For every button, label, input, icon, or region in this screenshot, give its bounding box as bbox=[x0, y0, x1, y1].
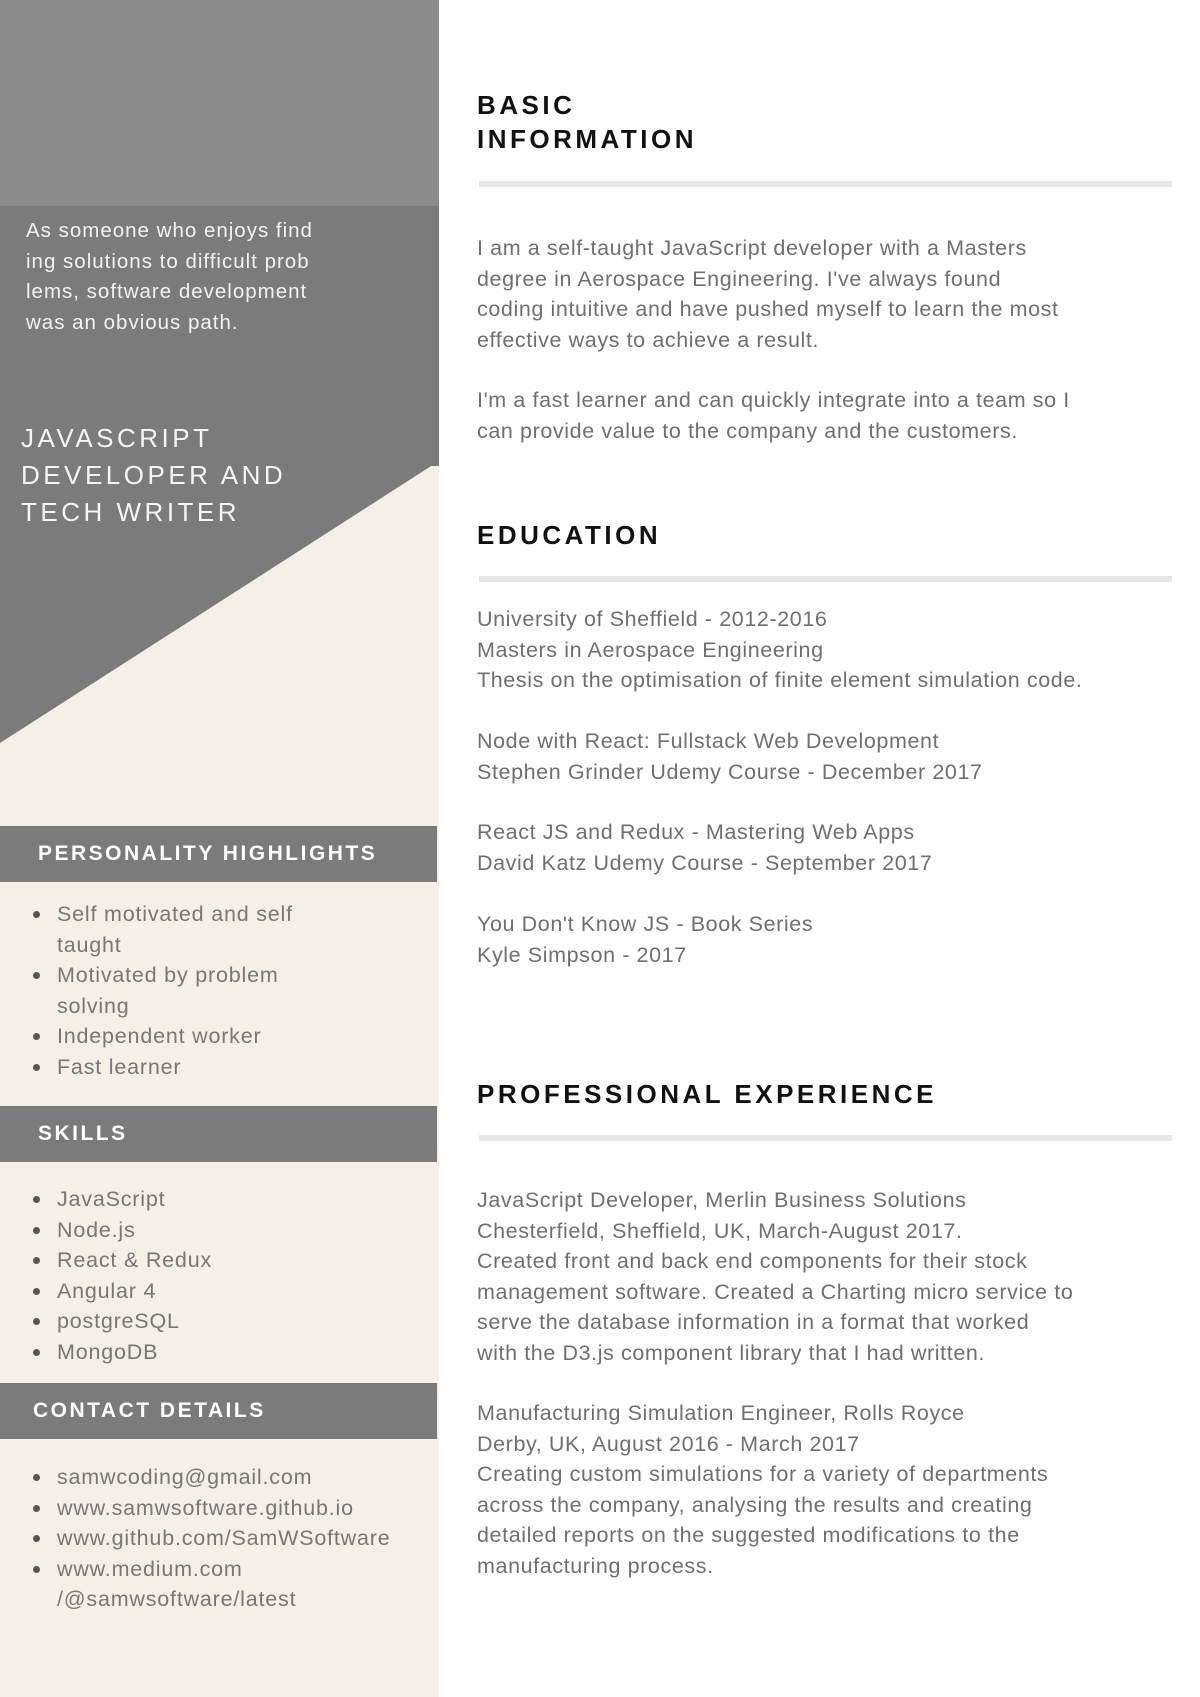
list-item[interactable] bbox=[0, 1554, 417, 1615]
list-item-line: taught bbox=[57, 932, 122, 957]
list-item bbox=[0, 1215, 417, 1246]
list-item[interactable] bbox=[0, 1523, 417, 1554]
skills-list bbox=[0, 1184, 417, 1367]
bullet-icon bbox=[33, 1288, 40, 1295]
bullet-icon bbox=[33, 1474, 40, 1481]
role-line: TECH WRITER bbox=[21, 497, 241, 527]
skill-item: React & Redux bbox=[57, 1248, 212, 1272]
bullet-icon bbox=[33, 972, 40, 979]
bullet-icon bbox=[33, 1257, 40, 1264]
list-item bbox=[0, 1245, 417, 1276]
list-item-line: Self motivated and self bbox=[57, 902, 293, 926]
text-line: Chesterfield, Sheffield, UK, March-August 2017. bbox=[477, 1218, 963, 1243]
skill-item: JavaScript bbox=[57, 1187, 166, 1211]
personality-header: PERSONALITY HIGHLIGHTS bbox=[0, 826, 437, 882]
bullet-icon bbox=[33, 1196, 40, 1203]
list-item-line: Fast learner bbox=[57, 1054, 182, 1079]
list-item bbox=[0, 1306, 417, 1337]
text-line: David Katz Udemy Course - September 2017 bbox=[477, 850, 933, 875]
bullet-icon bbox=[33, 1349, 40, 1356]
skill-item: Node.js bbox=[57, 1217, 136, 1242]
bullet-icon bbox=[33, 1566, 40, 1573]
intro-line: lems, software development bbox=[26, 280, 308, 303]
basic-paragraph bbox=[477, 385, 1177, 446]
bullet-icon bbox=[33, 1535, 40, 1542]
role-line: DEVELOPER AND bbox=[21, 460, 287, 490]
text-line: Created front and back end components for their stock bbox=[477, 1249, 1028, 1273]
list-item bbox=[0, 1276, 417, 1307]
bullet-icon bbox=[33, 1064, 40, 1071]
bullet-icon bbox=[33, 1033, 40, 1040]
intro-text bbox=[26, 216, 426, 338]
list-item-line: solving bbox=[57, 993, 130, 1018]
text-line: Stephen Grinder Udemy Course - December 2017 bbox=[477, 759, 983, 784]
text-line: Manufacturing Simulation Engineer, Rolls Royce bbox=[477, 1401, 965, 1425]
education-entry bbox=[477, 726, 1177, 787]
bullet-icon bbox=[33, 911, 40, 918]
list-item-line: Independent worker bbox=[57, 1024, 262, 1048]
intro-line: As someone who enjoys find bbox=[26, 219, 313, 242]
text-line: serve the database information in a format that worked bbox=[477, 1310, 1030, 1334]
text-line: JavaScript Developer, Merlin Business Solutions bbox=[477, 1188, 967, 1212]
intro-line: ing solutions to difficult prob bbox=[26, 249, 310, 273]
role-title bbox=[21, 420, 421, 531]
text-line: Kyle Simpson - 2017 bbox=[477, 942, 687, 967]
text-line: degree in Aerospace Engineering. I've always found bbox=[477, 266, 1002, 291]
text-line: Node with React: Fullstack Web Development bbox=[477, 729, 940, 753]
text-line: Thesis on the optimisation of finite element simulation code. bbox=[477, 668, 1083, 692]
list-item[interactable] bbox=[0, 1462, 417, 1493]
medium-link[interactable]: www.medium.com bbox=[57, 1556, 243, 1581]
medium-link[interactable]: /@samwsoftware/latest bbox=[57, 1587, 297, 1611]
text-line: coding intuitive and have pushed myself to learn the most bbox=[477, 297, 1059, 321]
bullet-icon bbox=[33, 1318, 40, 1325]
list-item[interactable] bbox=[0, 1493, 417, 1524]
sidebar bbox=[0, 0, 439, 1697]
text-line: Creating custom simulations for a variety of departments bbox=[477, 1462, 1049, 1486]
basic-paragraph bbox=[477, 233, 1177, 355]
bullet-icon bbox=[33, 1505, 40, 1512]
section-title-education: EDUCATION bbox=[477, 520, 662, 550]
text-line: manufacturing process. bbox=[477, 1553, 714, 1578]
text-line: Derby, UK, August 2016 - March 2017 bbox=[477, 1431, 860, 1456]
list-item bbox=[0, 1052, 417, 1083]
list-item-line: Motivated by problem bbox=[57, 963, 279, 987]
list-item bbox=[0, 1337, 417, 1368]
education-entry bbox=[477, 604, 1177, 696]
personality-list bbox=[0, 899, 417, 1082]
section-divider bbox=[479, 181, 1172, 187]
email-link[interactable]: samwcoding@gmail.com bbox=[57, 1465, 313, 1489]
experience-entry bbox=[477, 1185, 1177, 1368]
section-divider bbox=[479, 1135, 1172, 1141]
role-line: JAVASCRIPT bbox=[21, 423, 213, 453]
contact-header: CONTACT DETAILS bbox=[0, 1383, 437, 1439]
text-line: Masters in Aerospace Engineering bbox=[477, 637, 824, 662]
main-content bbox=[477, 0, 1172, 1697]
text-line: You Don't Know JS - Book Series bbox=[477, 912, 814, 936]
text-line: can provide value to the company and the customers. bbox=[477, 418, 1018, 443]
experience-entry bbox=[477, 1398, 1177, 1581]
section-title-professional-experience: PROFESSIONAL EXPERIENCE bbox=[477, 1079, 937, 1109]
text-line: I am a self-taught JavaScript developer with a Masters bbox=[477, 236, 1027, 260]
skill-item: Angular 4 bbox=[57, 1278, 157, 1303]
text-line: I'm a fast learner and can quickly integrate into a team so I bbox=[477, 388, 1070, 412]
list-item bbox=[0, 1184, 417, 1215]
education-entry bbox=[477, 909, 1177, 970]
section-title-basic-information: BASIC INFORMATION bbox=[477, 90, 697, 154]
text-line: management software. Created a Charting micro service to bbox=[477, 1279, 1074, 1304]
list-item bbox=[0, 1021, 417, 1052]
list-item bbox=[0, 960, 417, 1021]
text-line: University of Sheffield - 2012-2016 bbox=[477, 607, 828, 631]
website-link[interactable]: www.samwsoftware.github.io bbox=[57, 1495, 354, 1520]
text-line: effective ways to achieve a result. bbox=[477, 327, 820, 352]
section-divider bbox=[479, 576, 1172, 582]
skills-header: SKILLS bbox=[0, 1106, 437, 1162]
text-line: detailed reports on the suggested modifications to the bbox=[477, 1523, 1020, 1547]
text-line: React JS and Redux - Mastering Web Apps bbox=[477, 820, 915, 844]
intro-line: was an obvious path. bbox=[26, 310, 239, 334]
contact-list bbox=[0, 1462, 417, 1615]
text-line: with the D3.js component library that I had written. bbox=[477, 1340, 986, 1365]
text-line: across the company, analysing the results and creating bbox=[477, 1492, 1033, 1517]
list-item bbox=[0, 899, 417, 960]
github-link[interactable]: www.github.com/SamWSoftware bbox=[57, 1526, 391, 1550]
skill-item: postgreSQL bbox=[57, 1309, 180, 1333]
education-entry bbox=[477, 817, 1177, 878]
sidebar-top-block bbox=[0, 0, 439, 206]
skill-item: MongoDB bbox=[57, 1339, 159, 1364]
bullet-icon bbox=[33, 1227, 40, 1234]
